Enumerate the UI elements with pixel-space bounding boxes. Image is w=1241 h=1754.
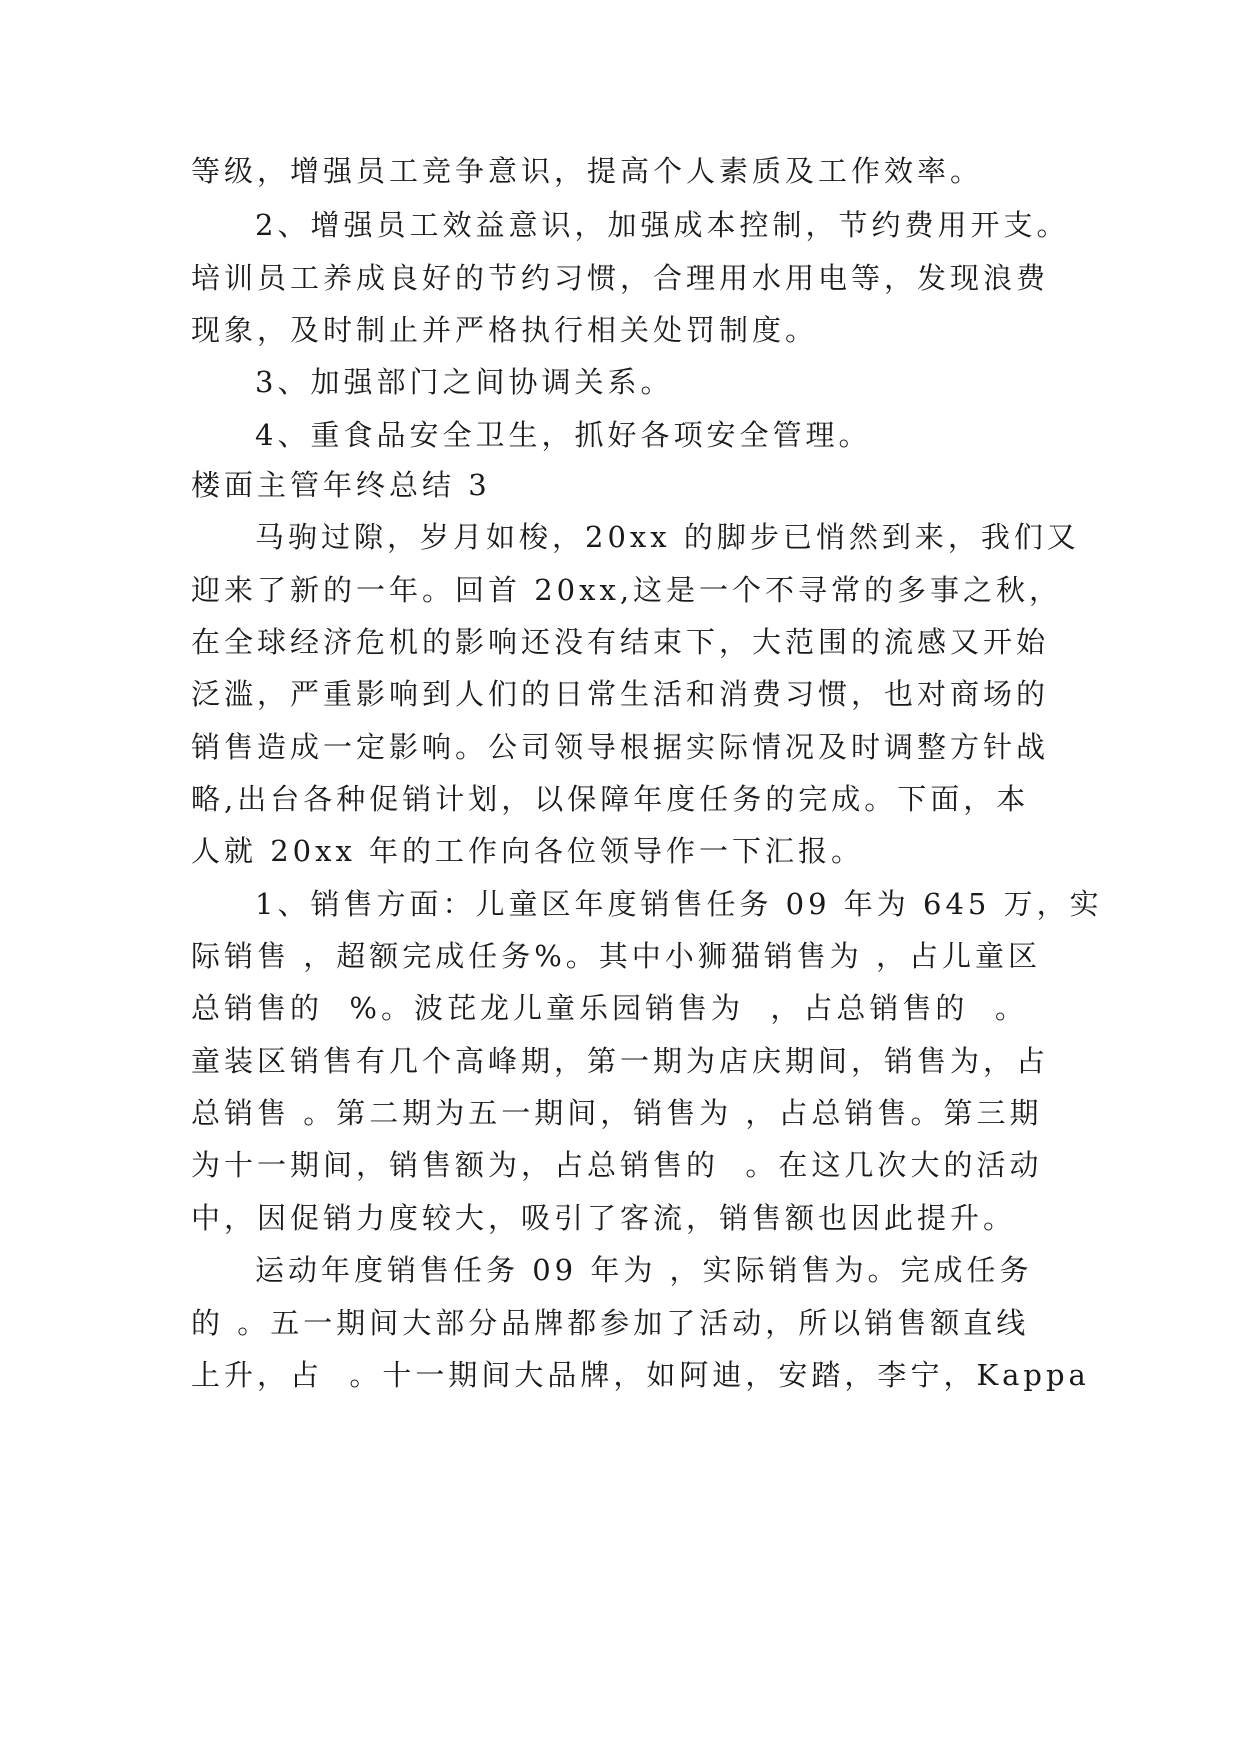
list-item-4: 4、重食品安全卫生，抓好各项安全管理。 [255,418,872,452]
list-item-2: 2、增强员工效益意识，加强成本控制，节约费用开支。 [255,208,1070,242]
paragraph-start: 运动年度销售任务 09 年为 ，实际销售为。完成任务 [255,1253,1033,1287]
text-line: 等级，增强员工竞争意识，提高个人素质及工作效率。 [191,154,984,188]
text-line: 际销售 ，超额完成任务%。其中小狮猫销售为 ，占儿童区 [191,939,1041,973]
text-line: 略,出台各种促销计划，以保障年度任务的完成。下面，本 [191,782,1030,816]
text-line: 童装区销售有几个高峰期，第一期为店庆期间，销售为，占 [191,1044,1050,1078]
text-line: 现象，及时制止并严格执行相关处罚制度。 [191,313,819,347]
text-line: 泛滥，严重影响到人们的日常生活和消费习惯，也对商场的 [191,677,1050,711]
text-line: 的 。五一期间大部分品牌都参加了活动，所以销售额直线 [191,1306,1030,1340]
list-item-1: 1、销售方面：儿童区年度销售任务 09 年为 645 万，实 [255,887,1103,921]
text-line: 迎来了新的一年。回首 20xx,这是一个不寻常的多事之秋， [191,573,1063,607]
text-line: 总销售的 %。波芘龙儿童乐园销售为 ，占总销售的 。 [191,991,1028,1025]
text-line: 销售造成一定影响。公司领导根据实际情况及时调整方针战 [191,730,1050,764]
paragraph-start: 马驹过隙，岁月如梭，20xx 的脚步已悄然到来，我们又 [255,520,1080,554]
text-line: 总销售 。第二期为五一期间，销售为 ，占总销售。第三期 [191,1096,1043,1130]
section-heading: 楼面主管年终总结 3 [191,468,491,502]
text-line: 为十一期间，销售额为，占总销售的 。在这几次大的活动 [191,1148,1043,1182]
list-item-3: 3、加强部门之间协调关系。 [255,365,674,399]
text-line: 人就 20xx 年的工作向各位领导作一下汇报。 [191,834,865,868]
text-line: 中，因促销力度较大，吸引了客流，销售额也因此提升。 [191,1201,1017,1235]
text-line: 上升，占 。十一期间大品牌，如阿迪，安踏，李宁，Kappa [191,1358,1090,1392]
text-line: 在全球经济危机的影响还没有结束下，大范围的流感又开始 [191,625,1050,659]
text-line: 培训员工养成良好的节约习惯，合理用水用电等，发现浪费 [191,261,1050,295]
